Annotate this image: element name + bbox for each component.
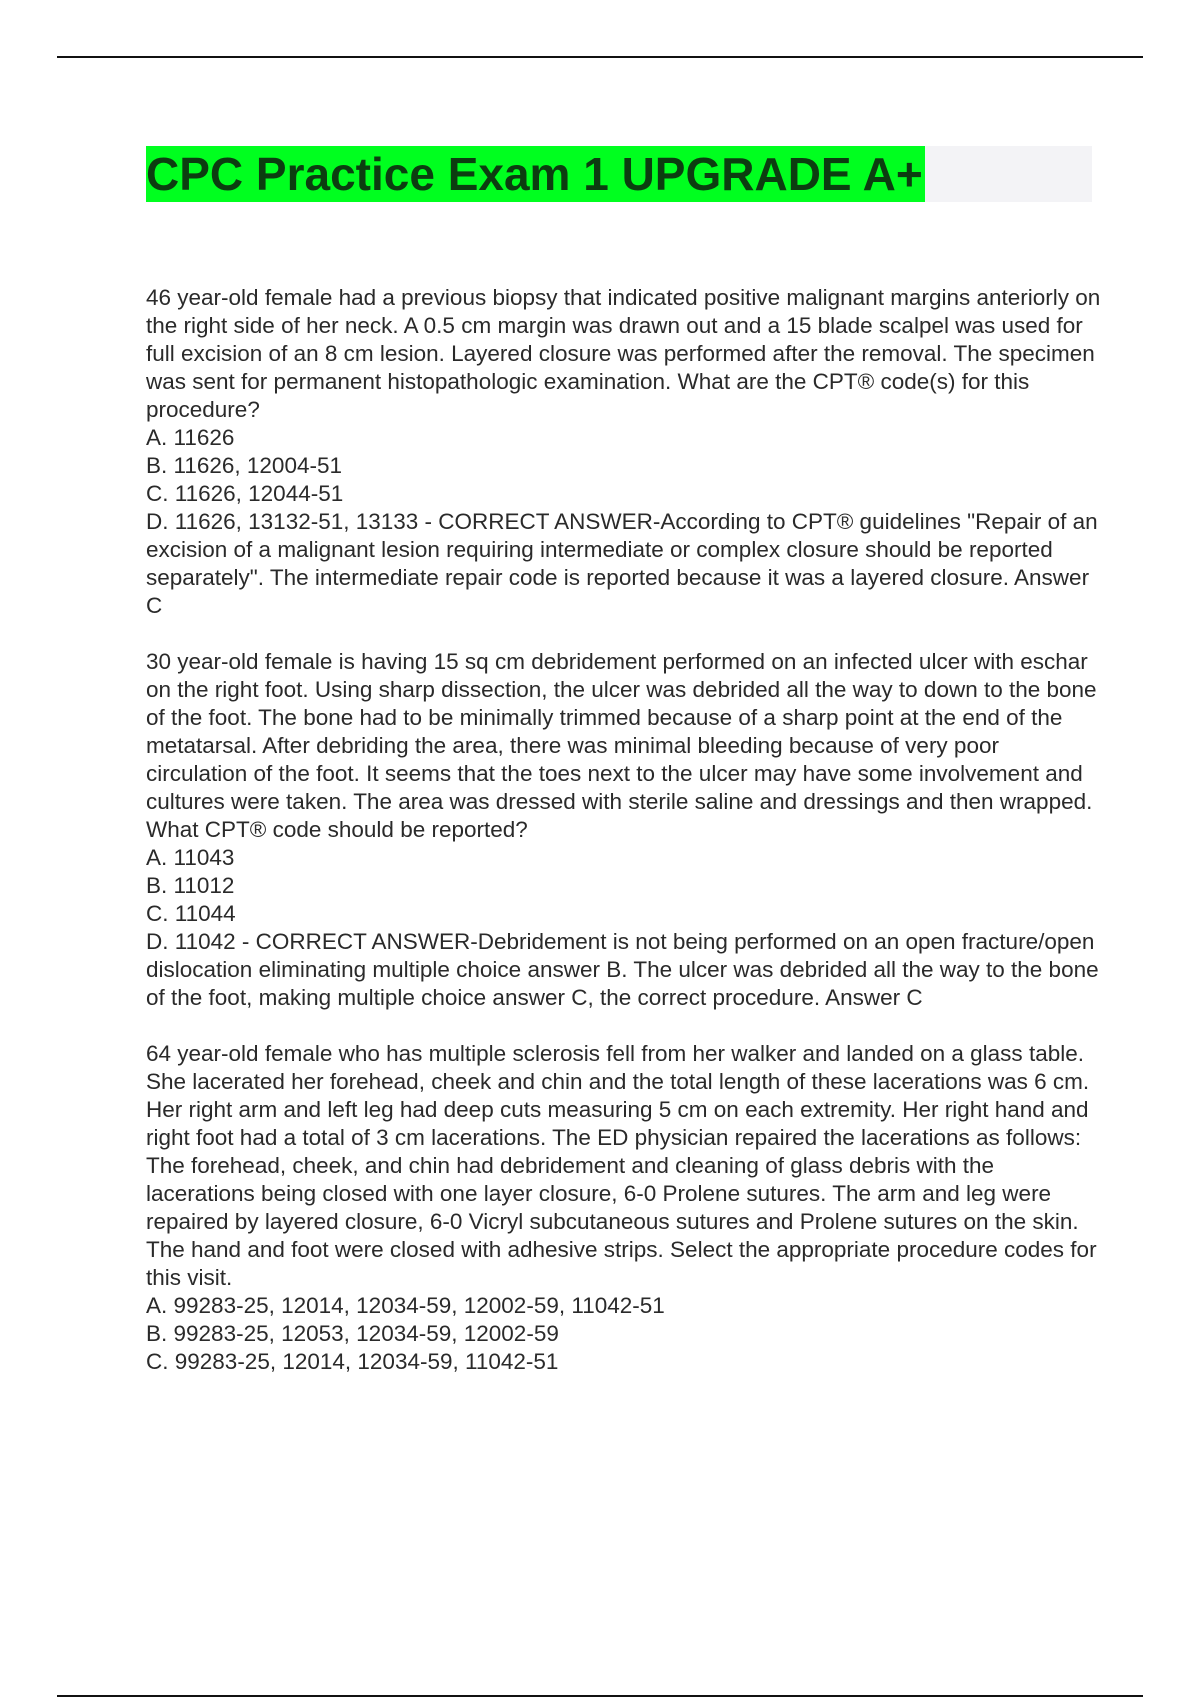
question-stem: 64 year-old female who has multiple sclerosis fell from her walker and landed on a glass table. She lacerated her forehead, cheek and chin and the total length of these lacerations was 6 cm. Her right arm and left leg had deep cuts measuring 5 cm on each extremity. Her right hand and right foot had a total of 3 cm lacerations. The ED physician repaired the lacerations as follows: The forehead, cheek, and chin had debridement and cleaning of glass debris with the lacerations being closed with one layer closure, 6-0 Prolene sutures. The arm and leg were repaired by layered closure, 6-0 Vicryl subcutaneous sutures and Prolene sutures on the skin. The hand and foot were closed with adhesive strips. Select the appropriate procedure codes for this visit. [146, 1041, 1097, 1290]
question-block [146, 1040, 1101, 1376]
question-stem: 30 year-old female is having 15 sq cm debridement performed on an infected ulcer with eschar on the right foot. Using sharp dissection, the ulcer was debrided all the way to down to the bone of the foot. The bone had to be minimally trimmed because of a sharp point at the end of the metatarsal. After debriding the area, there was minimal bleeding because of very poor circulation of the foot. It seems that the toes next to the ulcer may have some involvement and cultures were taken. The area was dressed with sterile saline and dressings and then wrapped. What CPT® code should be reported? [146, 649, 1097, 842]
answer-choice: B. 11626, 12004-51 [146, 453, 342, 478]
question-block [146, 284, 1101, 620]
question-block [146, 648, 1101, 1012]
answer-choice: D. 11042 - CORRECT ANSWER-Debridement is not being performed on an open fracture/open dislocation eliminating multiple choice answer B. The ulcer was debrided all the way to the bone of the foot, making multiple choice answer C, the correct procedure. Answer C [146, 929, 1099, 1010]
document-title: CPC Practice Exam 1 UPGRADE A+ [146, 148, 923, 200]
answer-choice: C. 11044 [146, 901, 236, 926]
answer-choice: B. 11012 [146, 873, 235, 898]
answer-choice: C. 99283-25, 12014, 12034-59, 11042-51 [146, 1349, 559, 1374]
question-list [146, 284, 1101, 1404]
answer-choice: A. 99283-25, 12014, 12034-59, 12002-59, 11042-51 [146, 1293, 665, 1318]
header-rule [57, 56, 1143, 58]
answer-choice: A. 11626 [146, 425, 235, 450]
answer-choice: B. 99283-25, 12053, 12034-59, 12002-59 [146, 1321, 559, 1346]
answer-choice: D. 11626, 13132-51, 13133 - CORRECT ANSWER-According to CPT® guidelines "Repair of an excision of a malignant lesion requiring intermediate or complex closure should be reported separately". The intermediate repair code is reported because it was a layered closure. Answer C [146, 509, 1098, 618]
question-stem: 46 year-old female had a previous biopsy that indicated positive malignant margins anteriorly on the right side of her neck. A 0.5 cm margin was drawn out and a 15 blade scalpel was used for full excision of an 8 cm lesion. Layered closure was performed after the removal. The specimen was sent for permanent histopathologic examination. What are the CPT® code(s) for this procedure? [146, 285, 1101, 422]
answer-choice: C. 11626, 12044-51 [146, 481, 344, 506]
footer-rule [57, 1695, 1143, 1697]
answer-choice: A. 11043 [146, 845, 235, 870]
